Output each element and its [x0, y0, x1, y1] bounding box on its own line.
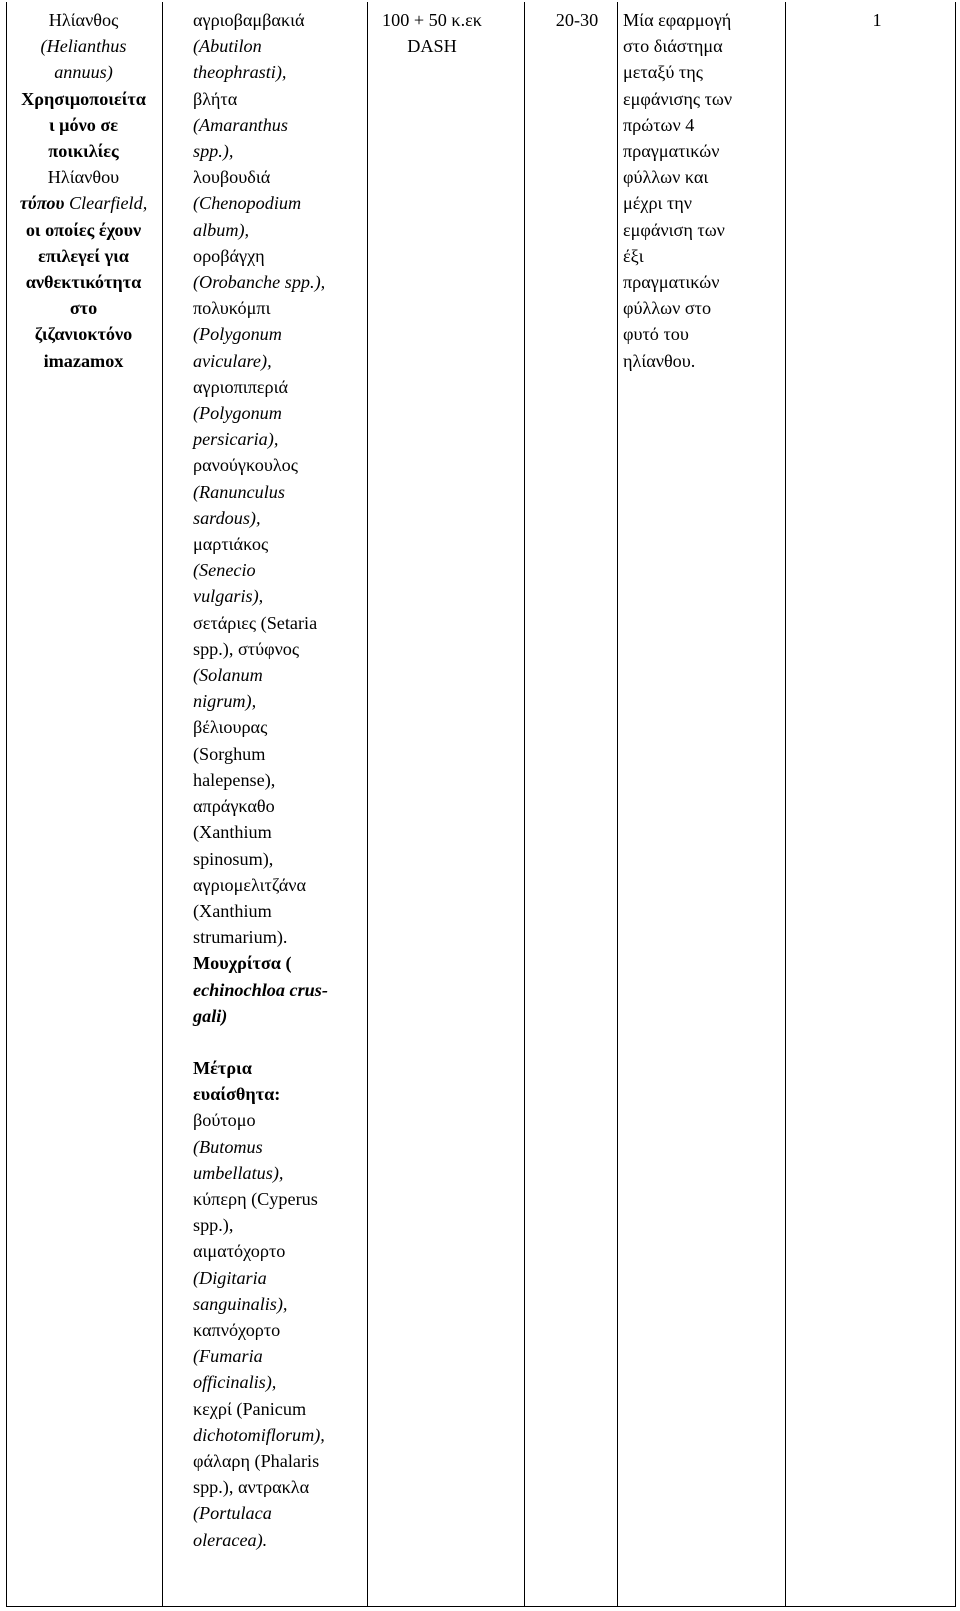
- timing-line: φυτό του: [623, 324, 689, 345]
- crop-cell: [13, 7, 154, 374]
- weeds-high-line: strumarium).: [193, 927, 288, 948]
- weeds-moderate-line: officinalis),: [193, 1372, 277, 1393]
- weeds-high-line: πολυκόμπι: [193, 298, 271, 319]
- weeds-moderate-line: oleracea).: [193, 1529, 268, 1550]
- column-divider: [524, 2, 525, 1606]
- weeds-high-line: βλήτα: [193, 88, 238, 109]
- weeds-moderate-line: κεχρί (Panicum: [193, 1398, 307, 1419]
- document-table: [6, 2, 956, 1607]
- column-divider: [617, 2, 618, 1606]
- crop-line: Ηλίανθος: [48, 10, 119, 30]
- timing-line: πρώτων 4: [623, 114, 695, 135]
- crop-line: ζιζανιοκτόνο: [34, 324, 133, 345]
- crop-line: ποικιλίες: [48, 141, 119, 162]
- weeds-cell: [193, 7, 371, 1553]
- timing-line: φύλλων στο: [623, 298, 712, 319]
- crop-line: επιλεγεί για: [38, 245, 129, 266]
- timing-cell: [623, 7, 783, 374]
- column-divider: [785, 2, 786, 1606]
- weeds-high-line: spp.), στύφνος: [193, 638, 300, 659]
- weeds-moderate-line: spp.),: [193, 1215, 234, 1236]
- weeds-high-line: μαρτιάκος: [193, 534, 269, 555]
- timing-line: ηλίανθου.: [623, 350, 696, 371]
- dose-line: DASH: [407, 36, 457, 57]
- applications-line: 1: [872, 10, 882, 30]
- weeds-moderate-line: βούτομο: [193, 1110, 256, 1131]
- weeds-high-line: album),: [193, 219, 250, 240]
- weeds-high-line: οροβάγχη: [193, 245, 265, 266]
- crop-line: (Helianthus: [40, 36, 127, 57]
- weeds-high-line: (Ranunculus: [193, 481, 285, 502]
- timing-line: μεταξύ της: [623, 62, 703, 83]
- weeds-moderate-line: (Fumaria: [193, 1346, 263, 1367]
- weeds-high-line: (Senecio: [193, 560, 256, 581]
- weeds-high-line: (Orobanche spp.),: [193, 272, 326, 293]
- weeds-high-line: βέλιουρας: [193, 717, 268, 738]
- timing-line: εμφάνιση των: [623, 219, 725, 240]
- weeds-moderate-line: καπνόχορτο: [193, 1319, 281, 1340]
- weeds-high-line: spp.),: [193, 141, 234, 162]
- weeds-high-line: theophrasti),: [193, 62, 287, 83]
- weeds-moderate-line: sanguinalis),: [193, 1293, 288, 1314]
- weeds-high-line: (Chenopodium: [193, 193, 302, 214]
- weeds-high-line: (Abutilon: [193, 36, 262, 57]
- timing-line: πραγματικών: [623, 141, 720, 162]
- weeds-moderate-line: dichotomiflorum),: [193, 1424, 325, 1445]
- timing-line: έξι: [623, 245, 644, 266]
- weeds-high-line: gali): [193, 1005, 228, 1026]
- weeds-moderate-line: Μέτρια: [193, 1057, 252, 1078]
- crop-line: Χρησιμοποιείτα: [21, 88, 146, 109]
- crop-line: τύπου Clearfield,: [19, 193, 148, 214]
- weeds-high-line: (Sorghum: [193, 743, 266, 764]
- weeds-moderate-line: αιματόχορτο: [193, 1241, 286, 1262]
- applications-cell: [797, 7, 957, 33]
- weeds-high-line: ρανούγκουλος: [193, 455, 298, 476]
- weeds-high-line: spinosum),: [193, 848, 274, 869]
- water-line: 20-30: [555, 10, 599, 30]
- weeds-high-line: echinochloa crus-: [193, 979, 328, 1000]
- weeds-high-line: αγριομελιτζάνα: [193, 874, 306, 895]
- crop-line: Ηλίανθου: [47, 167, 120, 188]
- timing-line: πραγματικών: [623, 272, 720, 293]
- weeds-high-line: halepense),: [193, 769, 276, 790]
- weeds-high-list: [193, 7, 371, 1029]
- weeds-high-line: (Xanthium: [193, 822, 272, 843]
- weeds-moderate-line: umbellatus),: [193, 1162, 284, 1183]
- weeds-moderate-line: φάλαρη (Phalaris: [193, 1450, 320, 1471]
- weeds-moderate-line: spp.), αντρακλα: [193, 1477, 310, 1498]
- weeds-high-line: Μουχρίτσα (: [193, 953, 292, 974]
- weeds-moderate-line: (Butomus: [193, 1136, 263, 1157]
- weeds-high-line: aviculare),: [193, 350, 272, 371]
- timing-line: στο διάστημα: [623, 36, 723, 57]
- weeds-high-line: (Solanum: [193, 665, 263, 686]
- timing-line: εμφάνισης των: [623, 88, 733, 109]
- weeds-high-line: sardous),: [193, 507, 261, 528]
- weeds-high-line: persicaria),: [193, 429, 279, 450]
- weeds-high-line: (Amaranthus: [193, 114, 288, 135]
- weeds-high-line: vulgaris),: [193, 586, 264, 607]
- weeds-high-line: (Xanthium: [193, 900, 272, 921]
- crop-line: annuus): [54, 62, 113, 83]
- dose-cell: [367, 7, 497, 59]
- weeds-moderate-line: ευαίσθητα:: [193, 1084, 281, 1105]
- crop-line: ι μόνο σε: [48, 114, 119, 135]
- crop-line: imazamox: [43, 350, 124, 371]
- timing-line: Μία εφαρμογή: [623, 10, 732, 30]
- weeds-moderate-line: κύπερη (Cyperus: [193, 1188, 318, 1209]
- timing-line: μέχρι την: [623, 193, 693, 214]
- dose-line: 100 + 50 κ.εκ: [382, 10, 482, 30]
- weeds-high-line: αγριοπιπεριά: [193, 376, 289, 397]
- weeds-high-line: αγριοβαμβακιά: [193, 10, 305, 30]
- weeds-high-line: (Polygonum: [193, 324, 282, 345]
- crop-line: ανθεκτικότητα: [25, 272, 142, 293]
- crop-line: στο: [69, 298, 98, 319]
- timing-line: φύλλων και: [623, 167, 709, 188]
- water-volume-cell: [527, 7, 627, 33]
- column-divider: [162, 2, 163, 1606]
- weeds-high-line: nigrum),: [193, 691, 257, 712]
- weeds-high-line: λουβουδιά: [193, 167, 271, 188]
- crop-line: οι οποίες έχουν: [25, 219, 142, 240]
- weeds-high-line: απράγκαθο: [193, 796, 275, 817]
- weeds-high-line: σετάριες (Setaria: [193, 612, 318, 633]
- weeds-moderate-list: [193, 1055, 371, 1553]
- weeds-high-line: (Polygonum: [193, 403, 282, 424]
- weeds-moderate-line: (Portulaca: [193, 1503, 272, 1524]
- weeds-moderate-line: (Digitaria: [193, 1267, 267, 1288]
